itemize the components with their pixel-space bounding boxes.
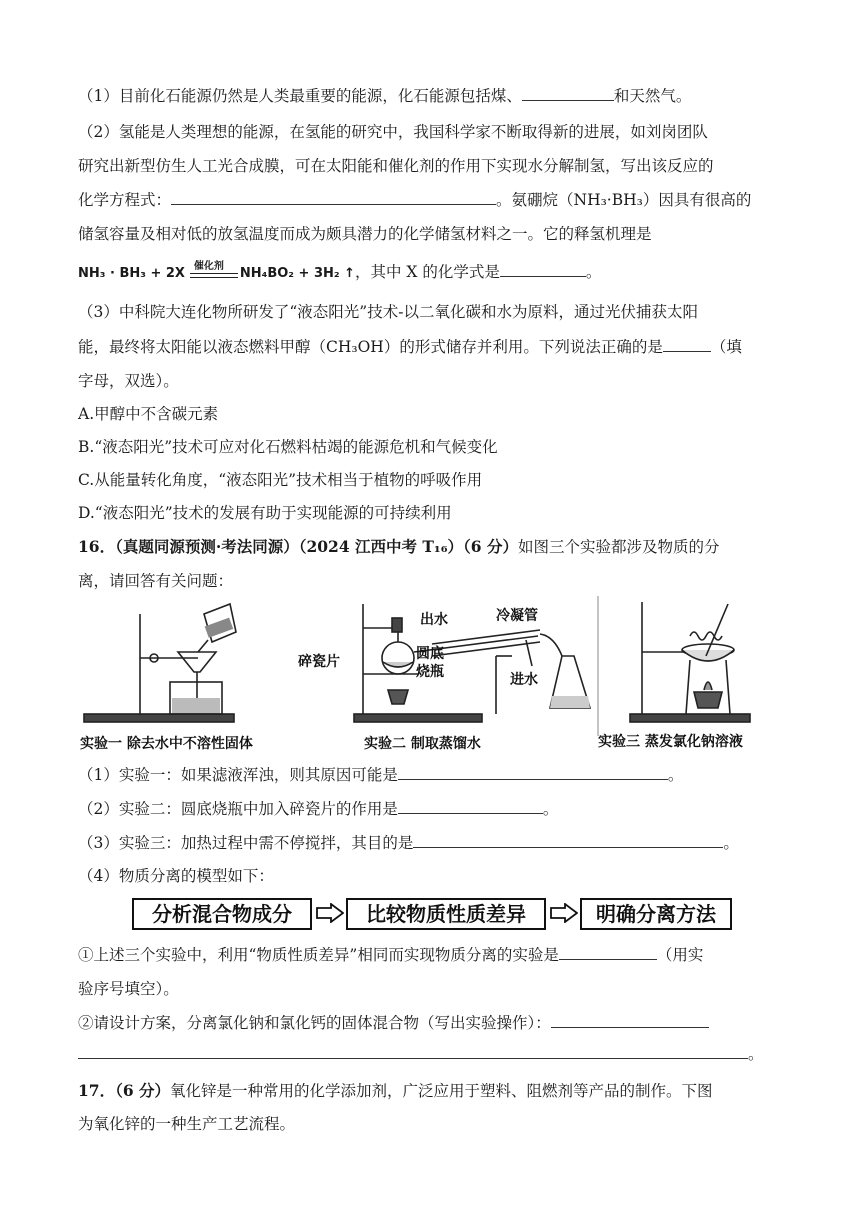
- catalyst-arrow: 催化剂: [190, 263, 240, 283]
- answer-blank[interactable]: [522, 86, 614, 101]
- answer-blank[interactable]: [551, 1013, 709, 1028]
- label-flask2: 烧瓶: [416, 664, 444, 680]
- q15-p2-line1: （2）氢能是人类理想的能源，在氢能的研究中，我国科学家不断取得新的进展，如刘岗团队: [78, 123, 708, 141]
- q15-p2-line2: 研究出新型仿生人工光合成膜，可在太阳能和催化剂的作用下实现水分解制氢，写出该反应的: [78, 157, 714, 175]
- q15-p2-line4: 储氢容量及相对低的放氢温度而成为颇具潜力的化学储氢材料之一。它的释氢机理是: [78, 225, 652, 243]
- q15-p3-line2: 能，最终将太阳能以液态燃料甲醇（CH₃OH）的形式储存并利用。下列说法正确的是 （填: [78, 338, 742, 356]
- label-condenser: 冷凝管: [496, 608, 538, 624]
- q16-line2: 离，请回答有关问题：: [78, 572, 234, 590]
- q15-p2-line5: NH₃ · BH₃ + 2X 催化剂 NH₄BO₂ + 3H₂ ↑，其中 X 的化学式是 。: [78, 261, 602, 281]
- q16-c2-line2: 。: [78, 1044, 764, 1064]
- flow-step-3: 明确分离方法: [580, 898, 732, 930]
- q15-p1: （1）目前化石能源仍然是人类最重要的能源，化石能源包括煤、 和天然气。: [78, 87, 692, 105]
- flow-arrow-2-icon: [550, 903, 578, 923]
- equation-right: NH₄BO₂ + 3H₂ ↑: [239, 266, 355, 281]
- answer-blank[interactable]: [663, 337, 711, 352]
- answer-blank[interactable]: [500, 262, 586, 277]
- label-flask1: 圆底: [416, 646, 444, 662]
- q15-p3-line1: （3）中科院大连化物所研发了“液态阳光”技术-以二氧化碳和水为原料，通过光伏捕获太阳: [78, 303, 698, 321]
- answer-blank[interactable]: [78, 1044, 748, 1059]
- experiment-illustration: [78, 596, 788, 756]
- caption-exp2: 实验二 制取蒸馏水: [364, 736, 481, 752]
- q16-s4: （4）物质分离的模型如下：: [78, 867, 274, 885]
- q15-p3-line3: 字母，双选）。: [78, 372, 179, 390]
- caption-exp1: 实验一 除去水中不溶性固体: [80, 736, 253, 752]
- label-chips: 碎瓷片: [298, 654, 340, 670]
- option-d: D.“液态阳光”技术的发展有助于实现能源的可持续利用: [78, 504, 452, 522]
- q16-c1: ①上述三个实验中，利用“物质性质差异”相同而实现物质分离的实验是 （用实: [78, 946, 704, 964]
- q16-s1: （1）实验一：如果滤液浑浊，则其原因可能是 。: [78, 766, 684, 784]
- answer-blank[interactable]: [398, 765, 668, 780]
- answer-blank[interactable]: [171, 190, 496, 205]
- label-inlet: 进水: [510, 672, 538, 688]
- q16-c1-line2: 验序号填空）。: [78, 980, 179, 998]
- option-c: C.从能量转化角度，“液态阳光”技术相当于植物的呼吸作用: [78, 471, 483, 489]
- flow-step-1: 分析混合物成分: [132, 898, 312, 930]
- separation-model: [132, 895, 732, 931]
- q15-p2-line3: 化学方程式： 。氨硼烷（NH₃·BH₃）因具有很高的: [78, 191, 752, 209]
- option-a: A.甲醇中不含碳元素: [78, 405, 219, 423]
- q16-heading: 16．（真题同源预测·考法同源）（2024 江西中考 T₁₆）（6 分）如图三个实验都涉及物质的分: [78, 537, 720, 556]
- q17-heading: 17．（6 分）氧化锌是一种常用的化学添加剂，广泛应用于塑料、阻燃剂等产品的制作。下图: [78, 1081, 713, 1100]
- option-b: B.“液态阳光”技术可应对化石燃料枯竭的能源危机和气候变化: [78, 438, 498, 456]
- q16-s3: （3）实验三：加热过程中需不停搅拌，其目的是 。: [78, 834, 739, 852]
- flow-step-2: 比较物质性质差异: [346, 898, 546, 930]
- experiment-figure: [78, 596, 788, 756]
- q17-line2: 为氧化锌的一种生产工艺流程。: [78, 1115, 296, 1133]
- q16-c2: ②请设计方案，分离氯化钠和氯化钙的固体混合物（写出实验操作）：: [78, 1013, 709, 1033]
- caption-exp3: 实验三 蒸发氯化钠溶液: [598, 734, 743, 750]
- equation-left: NH₃ · BH₃ + 2X: [78, 266, 185, 281]
- flow-arrow-1-icon: [316, 903, 344, 923]
- answer-blank[interactable]: [398, 799, 543, 814]
- answer-blank[interactable]: [413, 833, 723, 848]
- label-outlet: 出水: [420, 612, 448, 628]
- answer-blank[interactable]: [559, 945, 657, 960]
- q16-s2: （2）实验二：圆底烧瓶中加入碎瓷片的作用是 。: [78, 800, 559, 818]
